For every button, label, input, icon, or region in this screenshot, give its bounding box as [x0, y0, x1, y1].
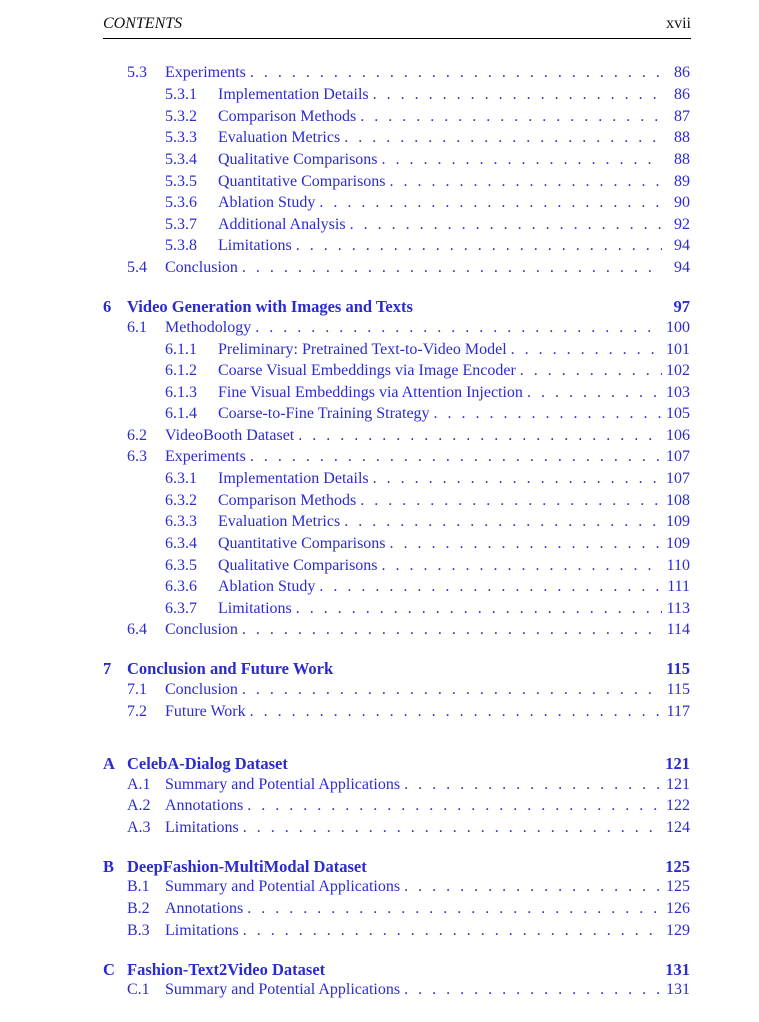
toc-leader-dots	[520, 362, 662, 380]
toc-subsection-entry[interactable]	[165, 173, 690, 193]
toc-subsection-entry[interactable]	[165, 384, 690, 404]
toc-entry-page[interactable]: 131	[665, 960, 690, 979]
toc-entry-page[interactable]: 102	[666, 362, 690, 379]
toc-entry-page[interactable]: 131	[666, 981, 690, 998]
toc-entry-number: B	[103, 857, 115, 876]
toc-section-entry[interactable]	[127, 621, 690, 641]
toc-entry-number: 6	[103, 297, 112, 316]
toc-leader-dots	[247, 900, 662, 918]
toc-leader-dots	[344, 129, 662, 147]
toc-entry-title[interactable]: Experiments	[165, 448, 246, 465]
page-number: xvii	[666, 15, 691, 32]
toc-section-entry[interactable]	[127, 681, 690, 701]
toc-entry-page[interactable]: 121	[666, 776, 690, 793]
toc-leader-dots	[350, 216, 662, 234]
toc-entry-page[interactable]: 107	[666, 470, 690, 487]
toc-entry-title[interactable]: Summary and Potential Applications	[165, 776, 401, 793]
toc-entry-title[interactable]: Quantitative Comparisons	[218, 173, 386, 190]
toc-entry-page[interactable]: 101	[666, 341, 690, 358]
toc-entry-page[interactable]: 129	[666, 922, 690, 939]
toc-subsection-entry[interactable]	[165, 578, 690, 598]
toc-entry-number: A.1	[127, 776, 151, 793]
toc-subsection-entry[interactable]	[165, 237, 690, 257]
toc-leader-dots	[250, 703, 662, 721]
toc-entry-title[interactable]: Evaluation Metrics	[218, 129, 341, 146]
toc-subsection-entry[interactable]	[165, 108, 690, 128]
toc-entry-page[interactable]: 92	[674, 216, 690, 233]
toc-entry-number: 6.3.4	[165, 535, 197, 552]
toc-entry-title[interactable]: Conclusion	[165, 681, 238, 698]
toc-entry-title[interactable]: Summary and Potential Applications	[165, 878, 401, 895]
toc-entry-title[interactable]: Limitations	[165, 819, 239, 836]
toc-leader-dots	[382, 557, 662, 575]
toc-subsection-entry[interactable]	[165, 86, 690, 106]
toc-entry-number: 6.1.4	[165, 405, 197, 422]
toc-leader-dots	[373, 470, 662, 488]
toc-subsection-entry[interactable]	[165, 513, 690, 533]
toc-entry-title[interactable]: Limitations	[218, 237, 292, 254]
page-header	[103, 14, 691, 39]
toc-leader-dots	[527, 384, 662, 402]
toc-entry-title[interactable]: Implementation Details	[218, 86, 369, 103]
toc-leader-dots	[243, 922, 662, 940]
toc-entry-number: 6.3.3	[165, 513, 197, 530]
toc-entry-number: 5.3	[127, 64, 147, 81]
toc-subsection-entry[interactable]	[165, 194, 690, 214]
toc-leader-dots	[255, 319, 662, 337]
toc-section-entry[interactable]	[127, 900, 690, 920]
toc-subsection-entry[interactable]	[165, 216, 690, 236]
toc-leader-dots	[382, 151, 662, 169]
toc-section-entry[interactable]	[127, 819, 690, 839]
toc-section-entry[interactable]	[127, 776, 690, 796]
toc-entry-title[interactable]: Fine Visual Embeddings via Attention Injection	[218, 384, 523, 401]
toc-entry-number: 6.1.3	[165, 384, 197, 401]
toc-entry-number: 6.1.1	[165, 341, 197, 358]
toc-leader-dots	[390, 173, 662, 191]
toc-leader-dots	[298, 427, 662, 445]
toc-leader-dots	[250, 64, 662, 82]
toc-leader-dots	[511, 341, 662, 359]
toc-entry-number: C	[103, 960, 115, 979]
toc-subsection-entry[interactable]	[165, 151, 690, 171]
toc-entry-number: 6.2	[127, 427, 147, 444]
toc-section-entry[interactable]	[127, 64, 690, 84]
toc-leader-dots	[319, 578, 662, 596]
toc-chapter-entry[interactable]	[103, 297, 690, 317]
toc-entry-title[interactable]: Limitations	[165, 922, 239, 939]
toc-entry-title[interactable]: Experiments	[165, 64, 246, 81]
toc-entry-number: B.1	[127, 878, 150, 895]
toc-entry-number: 5.3.2	[165, 108, 197, 125]
toc-entry-page[interactable]: 100	[666, 319, 690, 336]
toc-section-entry[interactable]	[127, 981, 690, 1001]
toc-entry-number: 5.3.8	[165, 237, 197, 254]
toc-chapter-entry[interactable]	[103, 960, 690, 980]
toc-entry-title[interactable]: Ablation Study	[218, 194, 316, 211]
toc-subsection-entry[interactable]	[165, 535, 690, 555]
toc-subsection-entry[interactable]	[165, 492, 690, 512]
toc-subsection-entry[interactable]	[165, 341, 690, 361]
toc-entry-title[interactable]: Ablation Study	[218, 578, 316, 595]
toc-leader-dots	[373, 86, 662, 104]
toc-section-entry[interactable]	[127, 703, 690, 723]
toc-entry-title[interactable]: Conclusion	[165, 621, 238, 638]
toc-leader-dots	[243, 819, 662, 837]
toc-leader-dots	[296, 600, 662, 618]
toc-entry-page[interactable]: 113	[666, 600, 690, 617]
toc-entry-number: 5.4	[127, 259, 147, 276]
toc-subsection-entry[interactable]	[165, 600, 690, 620]
toc-entry-page[interactable]: 88	[674, 151, 690, 168]
toc-entry-title[interactable]: Conclusion	[165, 259, 238, 276]
toc-entry-number: 6.3	[127, 448, 147, 465]
toc-entry-page[interactable]: 124	[666, 819, 690, 836]
toc-entry-title[interactable]: Future Work	[165, 703, 246, 720]
toc-entry-title[interactable]: Evaluation Metrics	[218, 513, 341, 530]
toc-entry-page[interactable]: 86	[674, 64, 690, 81]
toc-leader-dots	[250, 448, 662, 466]
toc-entry-title[interactable]: VideoBooth Dataset	[165, 427, 295, 444]
toc-section-entry[interactable]	[127, 259, 690, 279]
toc-leader-dots	[242, 681, 662, 699]
toc-chapter-entry[interactable]	[103, 857, 690, 877]
toc-leader-dots	[247, 797, 662, 815]
toc-entry-title[interactable]: Annotations	[165, 900, 244, 917]
toc-entry-number: 6.4	[127, 621, 147, 638]
toc-entry-page[interactable]: 117	[666, 703, 690, 720]
toc-entry-title[interactable]: Quantitative Comparisons	[218, 535, 386, 552]
toc-entry-title[interactable]: CelebA-Dialog Dataset	[127, 754, 288, 773]
toc-entry-number: 6.3.7	[165, 600, 197, 617]
toc-entry-page[interactable]: 115	[666, 681, 690, 698]
toc-entry-number: 5.3.4	[165, 151, 197, 168]
toc-entry-page[interactable]: 86	[674, 86, 690, 103]
toc-chapter-entry[interactable]	[103, 659, 690, 679]
toc-entry-number: 6.3.1	[165, 470, 197, 487]
toc-section-entry[interactable]	[127, 319, 690, 339]
toc-entry-page[interactable]: 90	[674, 194, 690, 211]
toc-entry-number: 5.3.5	[165, 173, 197, 190]
toc-entry-number: 5.3.7	[165, 216, 197, 233]
toc-entry-title[interactable]: Fashion-Text2Video Dataset	[127, 960, 326, 979]
toc-leader-dots	[242, 621, 662, 639]
toc-leader-dots	[360, 108, 662, 126]
toc-entry-page[interactable]: 108	[666, 492, 690, 509]
toc-entry-number: 7.2	[127, 703, 147, 720]
toc-entry-number: A	[103, 754, 115, 773]
toc-entry-title[interactable]: Limitations	[218, 600, 292, 617]
toc-entry-page[interactable]: 125	[665, 857, 690, 876]
toc-chapter-entry[interactable]	[103, 754, 690, 774]
toc-entry-page[interactable]: 106	[666, 427, 690, 444]
toc-entry-title[interactable]: Conclusion and Future Work	[127, 659, 334, 678]
toc-entry-number: 6.3.2	[165, 492, 197, 509]
toc-leader-dots	[242, 259, 662, 277]
toc-entry-title[interactable]: Qualitative Comparisons	[218, 151, 378, 168]
toc-entry-number: A.3	[127, 819, 151, 836]
toc-entry-page[interactable]: 87	[674, 108, 690, 125]
toc-entry-number: 6.3.6	[165, 578, 197, 595]
toc-leader-dots	[404, 878, 662, 896]
toc-entry-title[interactable]: Summary and Potential Applications	[165, 981, 401, 998]
toc-leader-dots	[404, 981, 662, 999]
toc-leader-dots	[360, 492, 662, 510]
toc-entry-number: A.2	[127, 797, 151, 814]
toc-leader-dots	[404, 776, 662, 794]
toc-entry-page[interactable]: 103	[666, 384, 690, 401]
toc-entry-page[interactable]: 126	[666, 900, 690, 917]
toc-subsection-entry[interactable]	[165, 557, 690, 577]
toc-section-entry[interactable]	[127, 448, 690, 468]
toc-entry-number: 7.1	[127, 681, 147, 698]
toc-entry-number: 5.3.6	[165, 194, 197, 211]
toc-entry-number: 6.3.5	[165, 557, 197, 574]
toc-entry-title[interactable]: Comparison Methods	[218, 108, 357, 125]
toc-entry-title[interactable]: DeepFashion-MultiModal Dataset	[127, 857, 367, 876]
toc-entry-title[interactable]: Methodology	[165, 319, 252, 336]
toc-entry-title[interactable]: Annotations	[165, 797, 244, 814]
toc-entry-number: 5.3.3	[165, 129, 197, 146]
toc-entry-title[interactable]: Additional Analysis	[218, 216, 346, 233]
toc-entry-title[interactable]: Video Generation with Images and Texts	[127, 297, 413, 316]
toc-entry-title[interactable]: Qualitative Comparisons	[218, 557, 378, 574]
toc-entry-title[interactable]: Implementation Details	[218, 470, 369, 487]
toc-subsection-entry[interactable]	[165, 405, 690, 425]
toc-entry-page[interactable]: 97	[673, 297, 690, 316]
toc-entry-page[interactable]: 111	[667, 578, 690, 595]
toc-entry-title[interactable]: Coarse Visual Embeddings via Image Encoder	[218, 362, 516, 379]
toc-subsection-entry[interactable]	[165, 362, 690, 382]
toc-entry-page[interactable]: 122	[666, 797, 690, 814]
toc-entry-page[interactable]: 110	[666, 557, 690, 574]
toc-section-entry[interactable]	[127, 922, 690, 942]
toc-entry-title[interactable]: Coarse-to-Fine Training Strategy	[218, 405, 430, 422]
toc-entry-number: B.3	[127, 922, 150, 939]
toc-entry-page[interactable]: 114	[666, 621, 690, 638]
toc-leader-dots	[319, 194, 662, 212]
toc-section-entry[interactable]	[127, 797, 690, 817]
toc-entry-page[interactable]: 88	[674, 129, 690, 146]
toc-leader-dots	[296, 237, 662, 255]
toc-section-entry[interactable]	[127, 427, 690, 447]
toc-entry-page[interactable]: 109	[666, 513, 690, 530]
toc-entry-number: 6.1	[127, 319, 147, 336]
toc-entry-title[interactable]: Preliminary: Pretrained Text-to-Video Model	[218, 341, 507, 358]
toc-entry-number: 6.1.2	[165, 362, 197, 379]
running-head: CONTENTS	[103, 15, 183, 32]
toc-subsection-entry[interactable]	[165, 129, 690, 149]
toc-entry-page[interactable]: 89	[674, 173, 690, 190]
toc-entry-page[interactable]: 121	[665, 754, 690, 773]
toc-entry-title[interactable]: Comparison Methods	[218, 492, 357, 509]
toc-entry-page[interactable]: 107	[666, 448, 690, 465]
toc-entry-number: 7	[103, 659, 112, 678]
toc-entry-page[interactable]: 115	[666, 659, 690, 678]
toc-section-entry[interactable]	[127, 878, 690, 898]
toc-entry-page[interactable]: 125	[666, 878, 690, 895]
toc-leader-dots	[390, 535, 662, 553]
toc-entry-page[interactable]: 94	[674, 237, 690, 254]
toc-entry-page[interactable]: 109	[666, 535, 690, 552]
toc-leader-dots	[344, 513, 662, 531]
toc-leader-dots	[434, 405, 662, 423]
toc-entry-page[interactable]: 105	[666, 405, 690, 422]
toc-subsection-entry[interactable]	[165, 470, 690, 490]
toc-entry-number: 5.3.1	[165, 86, 197, 103]
toc-entry-page[interactable]: 94	[674, 259, 690, 276]
toc-entry-number: C.1	[127, 981, 150, 998]
toc-entry-number: B.2	[127, 900, 150, 917]
